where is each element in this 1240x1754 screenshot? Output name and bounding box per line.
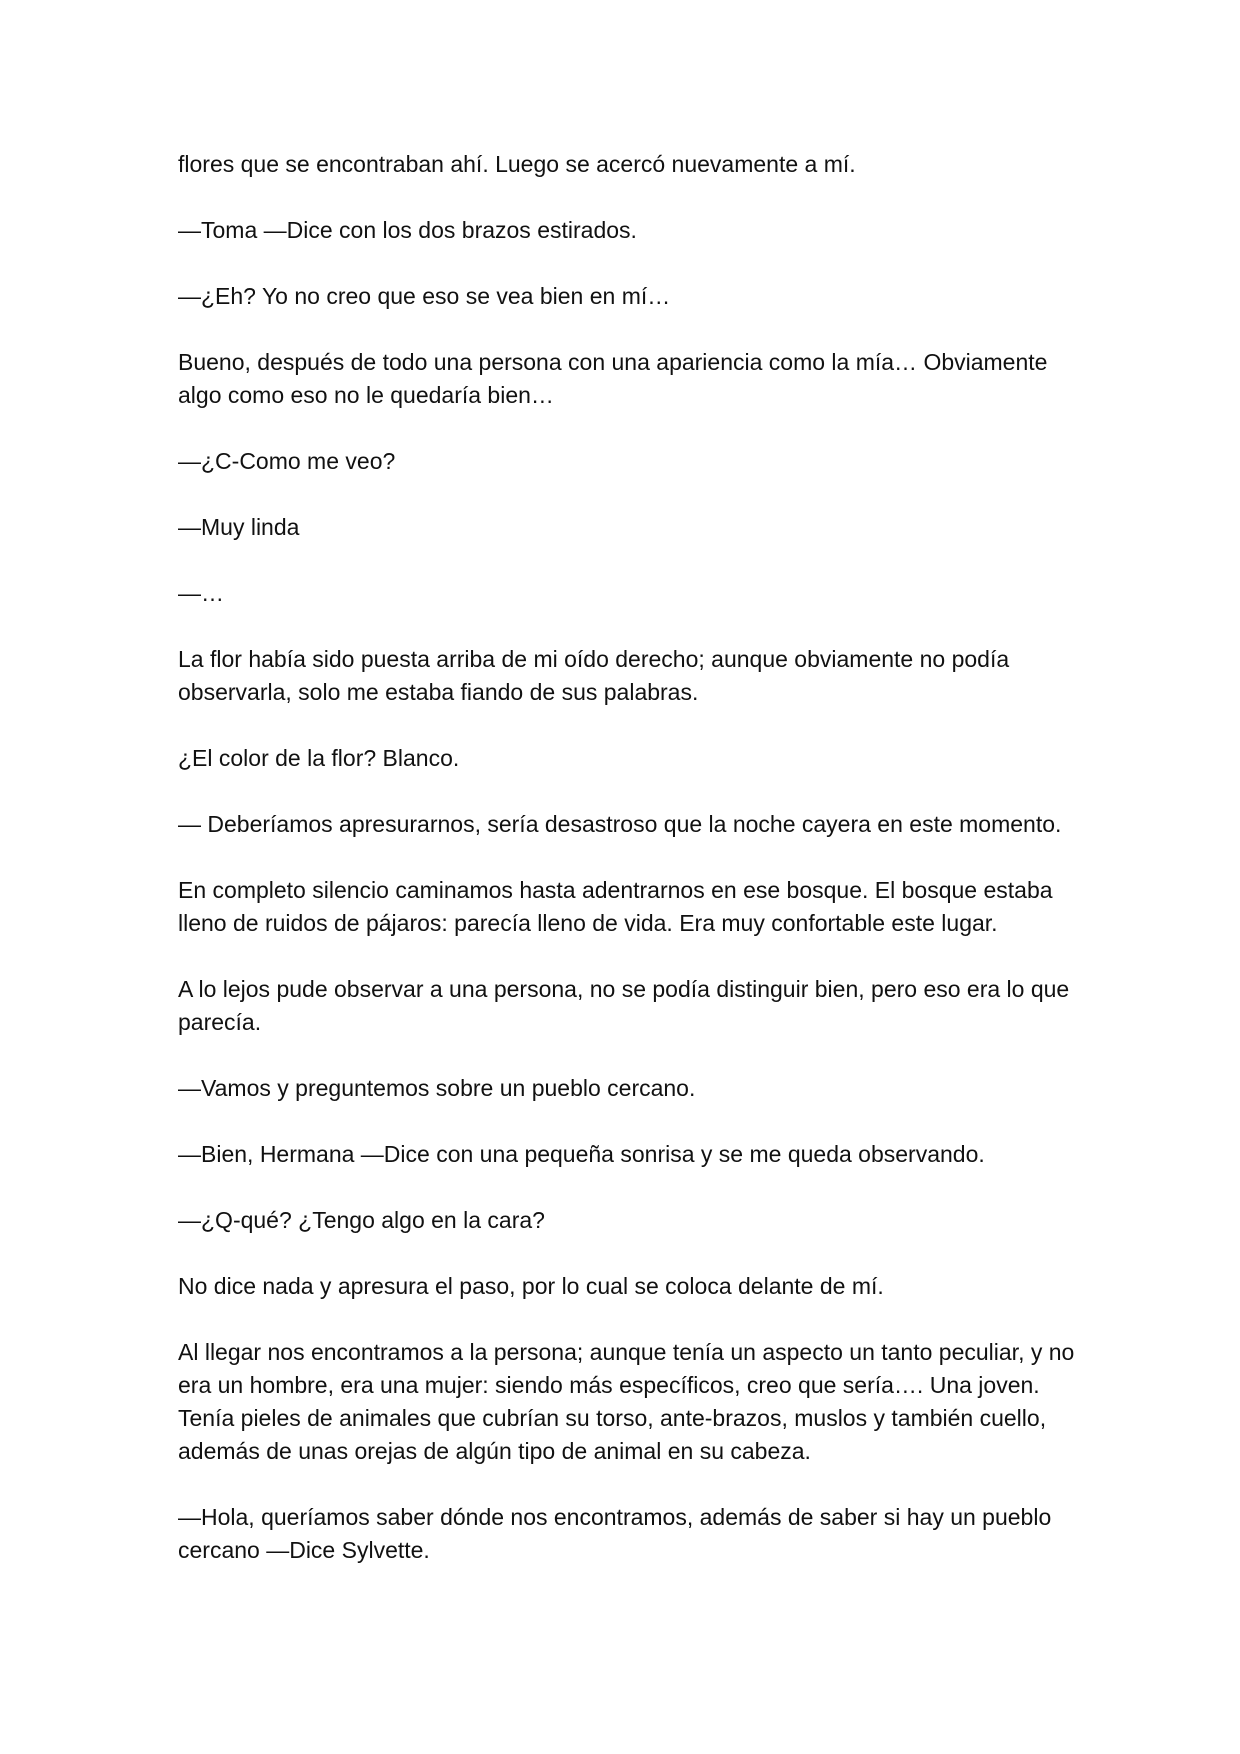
paragraph: No dice nada y apresura el paso, por lo cual se coloca delante de mí. [178, 1273, 884, 1299]
paragraph: —Bien, Hermana —Dice con una pequeña sonrisa y se me queda observando. [178, 1141, 985, 1167]
paragraph: —¿C-Como me veo? [178, 448, 396, 474]
paragraph: A lo lejos pude observar a una persona, no se podía distinguir bien, pero eso era lo que parecía. [178, 976, 1070, 1035]
paragraph: — Deberíamos apresurarnos, sería desastroso que la noche cayera en este momento. [178, 811, 1062, 837]
paragraph: —Toma —Dice con los dos brazos estirados. [178, 217, 637, 243]
paragraph: —Vamos y preguntemos sobre un pueblo cercano. [178, 1075, 696, 1101]
paragraph: —Muy linda [178, 514, 300, 540]
paragraph: En completo silencio caminamos hasta adentrarnos en ese bosque. El bosque estaba lleno de ruidos de pájaros: parecía lleno de vida. Era muy confortable este lugar. [178, 877, 1053, 936]
paragraph: Bueno, después de todo una persona con una apariencia como la mía… Obviamente algo como eso no le quedaría bien… [178, 349, 1048, 408]
paragraph: —¿Eh? Yo no creo que eso se vea bien en mí… [178, 283, 671, 309]
paragraph: Al llegar nos encontramos a la persona; aunque tenía un aspecto un tanto peculiar, y no era un hombre, era una mujer: siendo más específicos, creo que sería…. Una joven. Tenía pieles de animales que cubrían su torso, ante-brazos, muslos y también cuello, además de unas orejas de algún tipo de animal en su cabeza. [178, 1339, 1075, 1464]
paragraph: flores que se encontraban ahí. Luego se acercó nuevamente a mí. [178, 151, 856, 177]
paragraph: ¿El color de la flor? Blanco. [178, 745, 460, 771]
paragraph: —¿Q-qué? ¿Tengo algo en la cara? [178, 1207, 545, 1233]
paragraph: —Hola, queríamos saber dónde nos encontramos, además de saber si hay un pueblo cercano —Dice Sylvette. [178, 1504, 1052, 1563]
document-page [178, 148, 1078, 1600]
paragraph: La flor había sido puesta arriba de mi oído derecho; aunque obviamente no podía observarla, solo me estaba fiando de sus palabras. [178, 646, 1010, 705]
paragraph: —… [178, 580, 224, 606]
